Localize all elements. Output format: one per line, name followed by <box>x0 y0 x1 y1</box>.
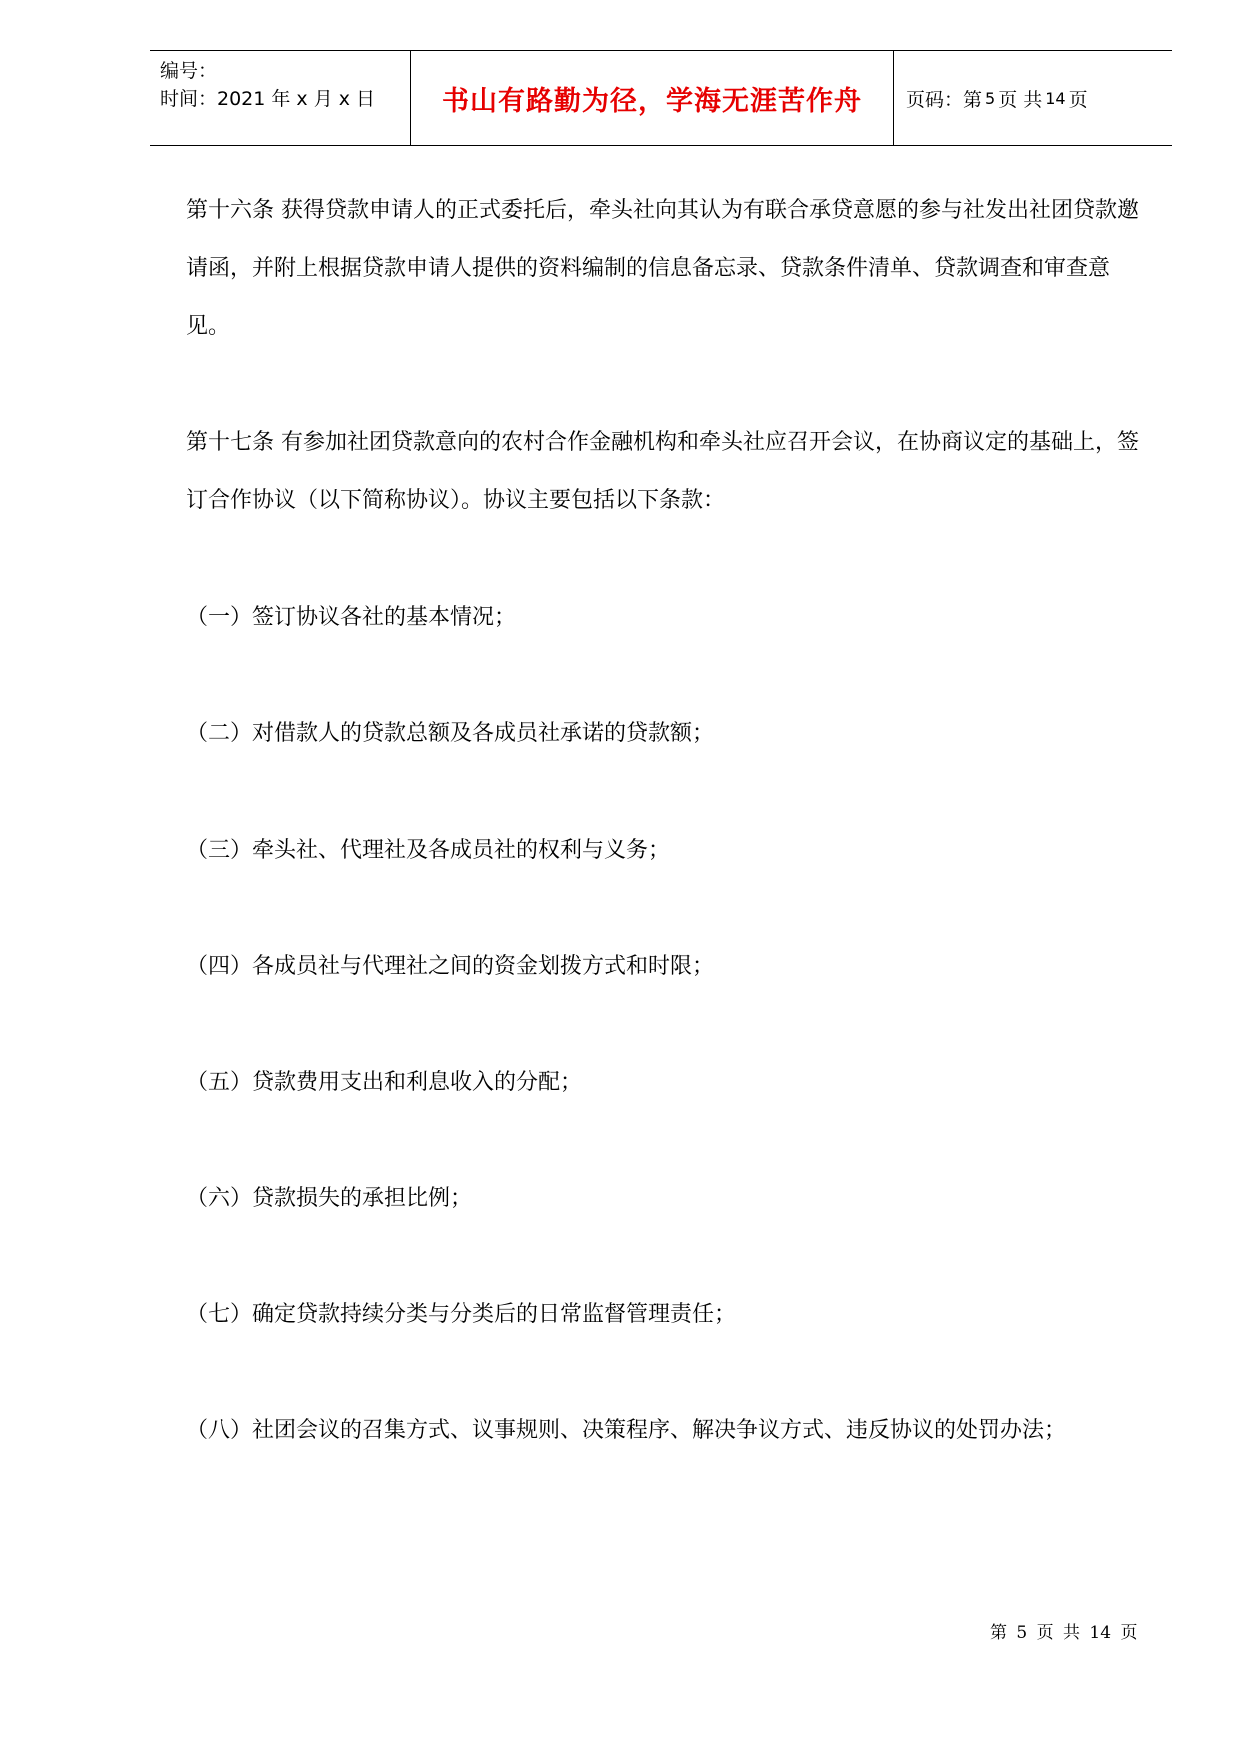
header-left-block <box>160 57 410 113</box>
page-prefix: 页码：第 <box>906 88 983 111</box>
article-16: 第十六条 获得贷款申请人的正式委托后，牵头社向其认为有联合承贷意愿的参与社发出社团贷款邀请函，并附上根据贷款申请人提供的资料编制的信息备忘录、贷款条件清单、贷款调查和审查意见。 <box>186 198 1139 339</box>
clause-1: （一）签订协议各社的基本情况； <box>186 605 517 630</box>
header-motto-cell <box>410 51 894 145</box>
clause-6: （六）贷款损失的承担比例； <box>186 1186 473 1211</box>
clause-2: （二）对借款人的贷款总额及各成员社承诺的贷款额； <box>186 721 715 746</box>
page-current: 5 <box>985 88 996 108</box>
document-number-label: 编号： <box>160 60 218 82</box>
page-suffix: 页 <box>1068 88 1088 111</box>
page-total: 14 <box>1045 88 1066 108</box>
page-header <box>150 50 1172 146</box>
page-footer: 第 5 页 共 14 页 <box>990 1623 1138 1643</box>
clause-7: （七）确定贷款持续分类与分类后的日常监督管理责任； <box>186 1302 737 1327</box>
article-17: 第十七条 有参加社团贷款意向的农村合作金融机构和牵头社应召开会议，在协商议定的基础上，签订合作协议（以下简称协议）。协议主要包括以下条款： <box>186 430 1139 513</box>
page-mid: 页 共 <box>998 88 1043 111</box>
clause-8: （八）社团会议的召集方式、议事规则、决策程序、解决争议方式、违反协议的处罚办法； <box>186 1418 1067 1443</box>
clause-4: （四）各成员社与代理社之间的资金划拨方式和时限； <box>186 954 715 979</box>
clause-3: （三）牵头社、代理社及各成员社的权利与义务； <box>186 838 671 863</box>
document-time-label: 时间：2021 年 x 月 x 日 <box>160 88 376 110</box>
header-page-indicator <box>906 51 1088 145</box>
header-motto: 书山有路勤为径，学海无涯苦作舟 <box>442 85 862 117</box>
clause-5: （五）贷款费用支出和利息收入的分配； <box>186 1070 583 1095</box>
